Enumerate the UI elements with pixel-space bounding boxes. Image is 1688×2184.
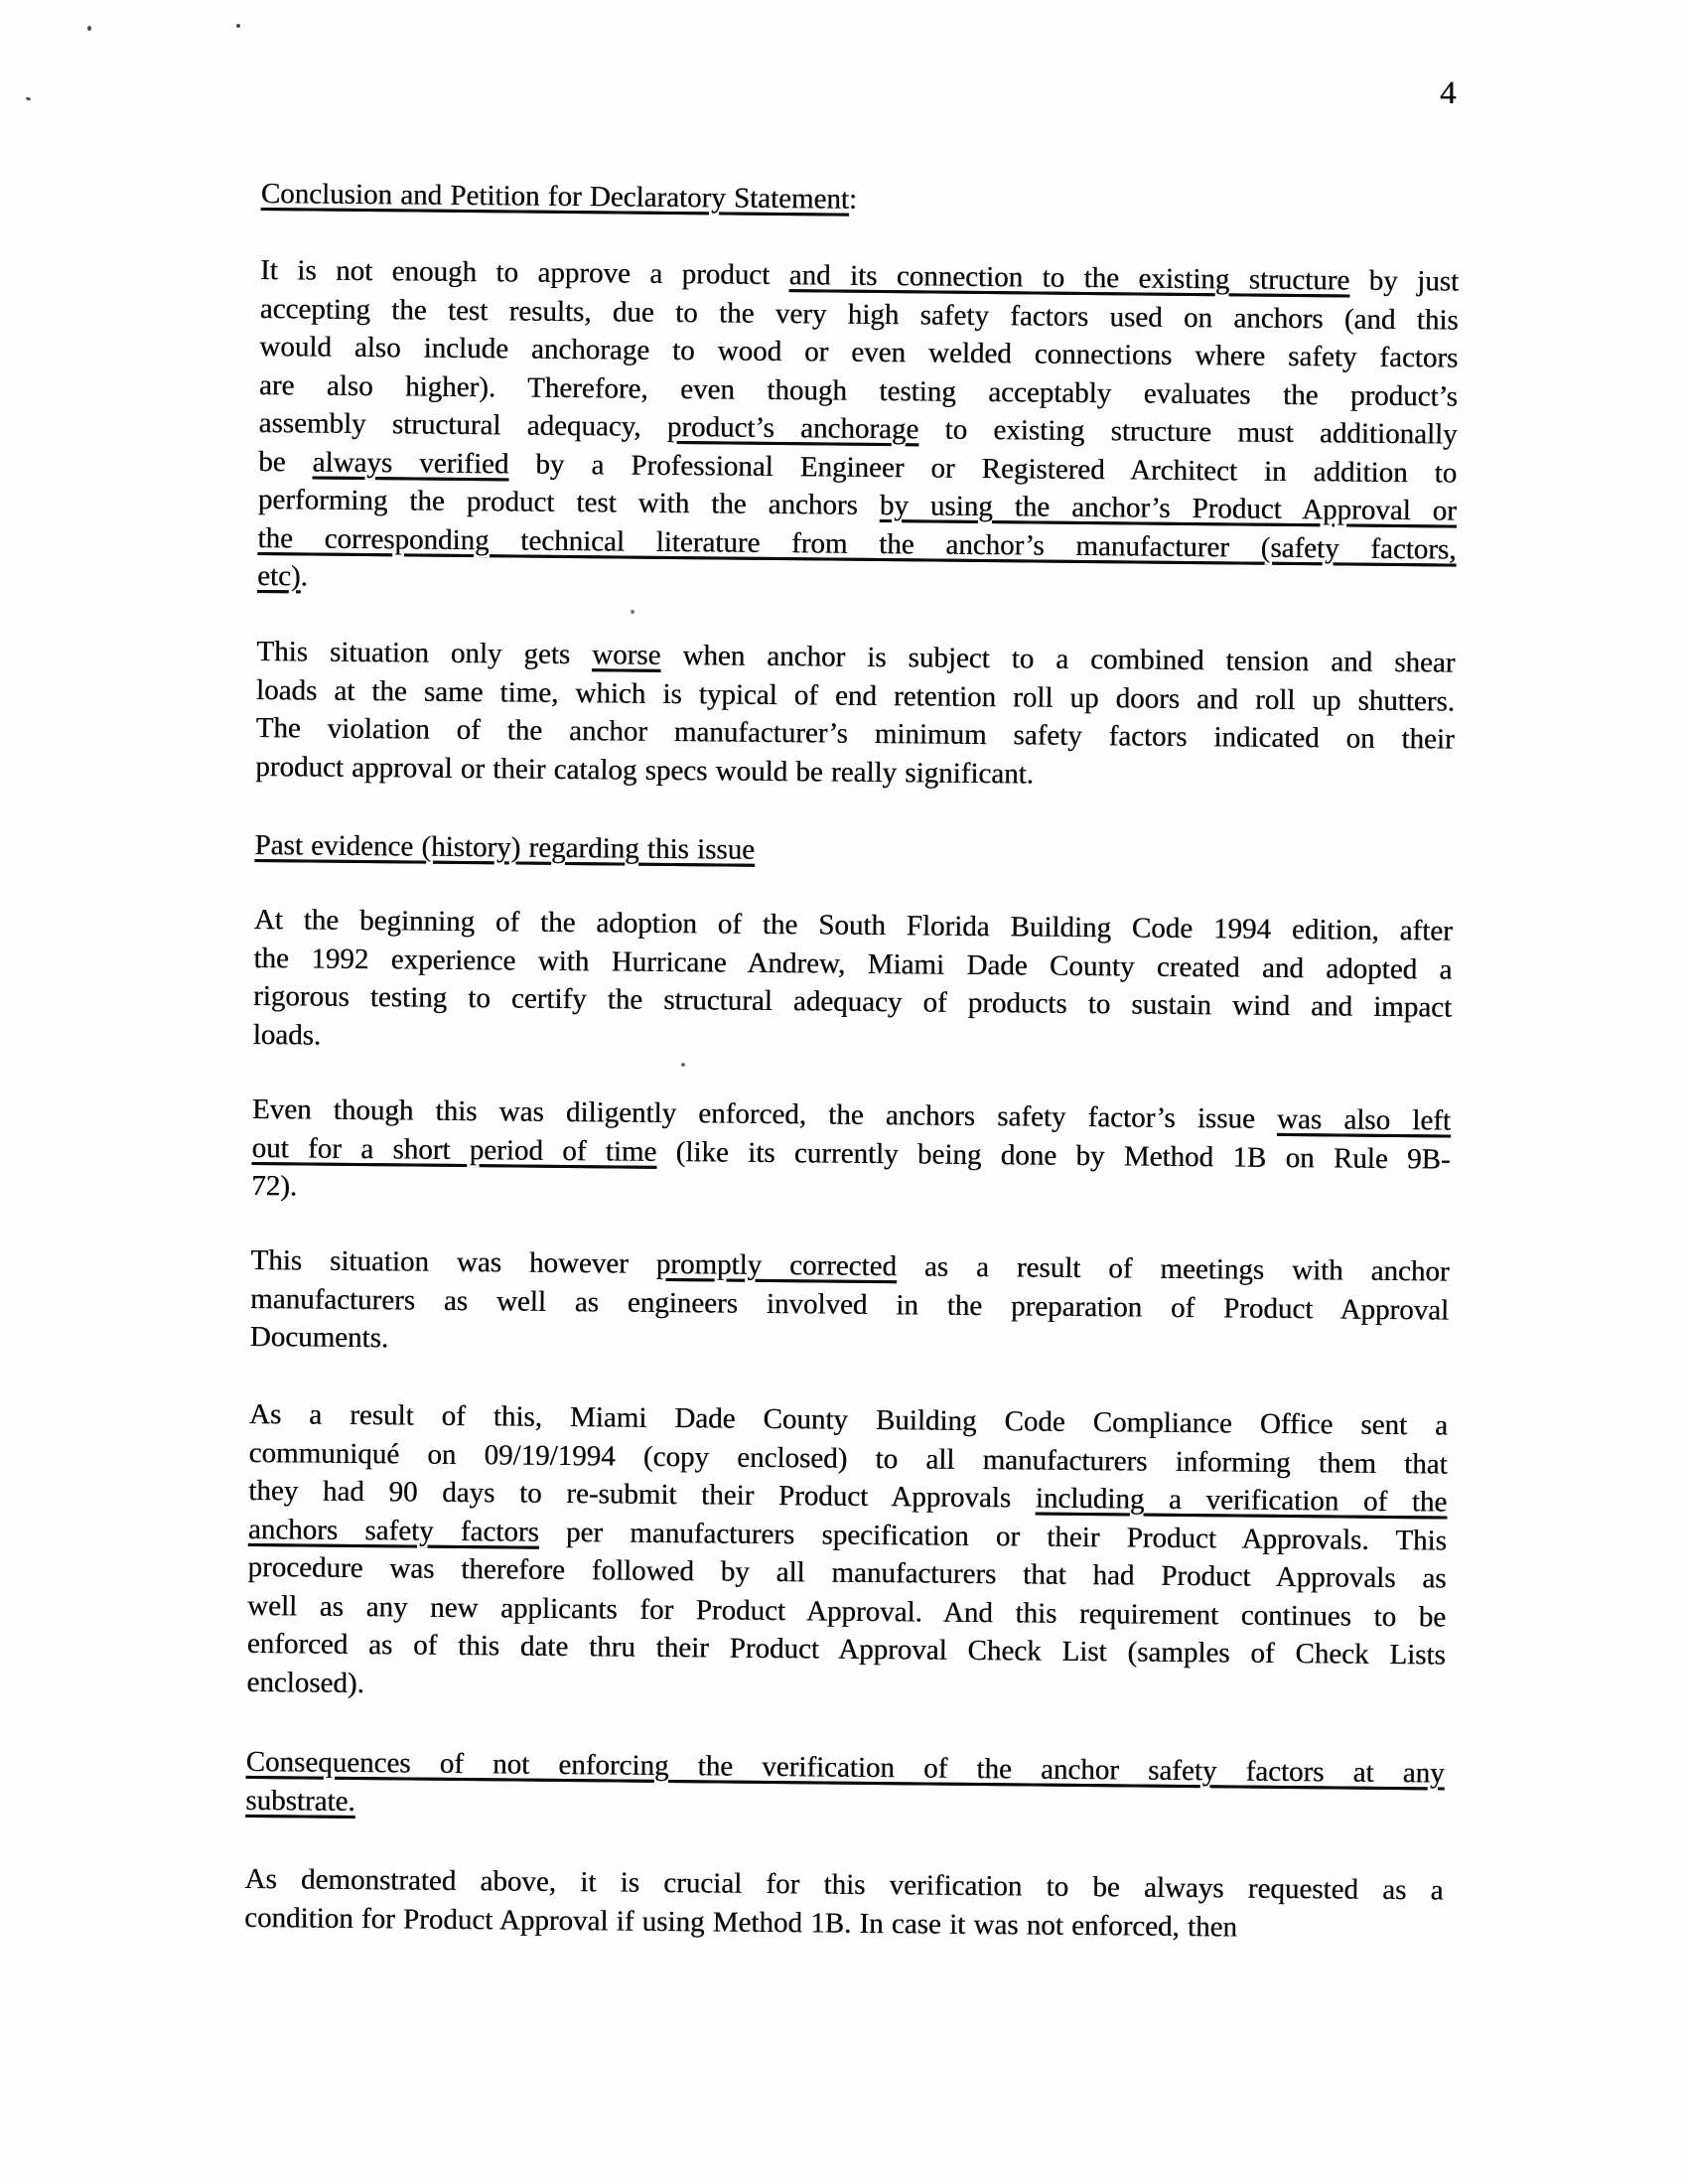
text-segment: It is not enough to approve a product: [259, 253, 789, 292]
paragraph-p4: [251, 1091, 1451, 1217]
text-segment: As a result of this, Miami Dade County Building Code Compliance Office sent a: [248, 1397, 1449, 1442]
underlined-text: etc): [256, 559, 301, 593]
text-segment: (like its currently being done by Method 1B on Rule 9B-: [656, 1135, 1451, 1176]
text-segment: .: [300, 560, 308, 593]
text-segment: manufacturers as well as engineers involved in the preparation of Product Approval: [249, 1282, 1450, 1327]
underlined-text: including a verification of the: [1035, 1482, 1448, 1519]
underlined-text: worse: [592, 639, 661, 671]
scan-artifact-dot: [87, 26, 91, 31]
text-segment: accepting the test results, due to the very high safety factors used on anchors (and this: [259, 292, 1459, 337]
paragraph-p3: [253, 901, 1453, 1066]
underlined-text: anchors safety factors: [247, 1513, 539, 1548]
text-segment: loads at the same time, which is typical of end retention roll up doors and roll up shutters.: [255, 673, 1456, 718]
underlined-text: by using the anchor’s Product Approval or: [879, 489, 1457, 527]
text-segment: communiqué on 09/19/1994 (copy enclosed) to all manufacturers informing them that: [248, 1436, 1448, 1481]
text-segment: loads.: [252, 1018, 322, 1052]
paragraph-p6: [246, 1395, 1448, 1713]
text-line: [261, 175, 1460, 224]
text-segment: per manufacturers specification or their Product Approvals. This: [538, 1516, 1448, 1557]
underlined-text: substrate.: [245, 1784, 355, 1818]
paragraph-p5: [250, 1241, 1450, 1368]
paragraph-p2: [255, 633, 1455, 798]
scan-artifact-dot: [236, 24, 240, 28]
underlined-text: Consequences of not enforcing the verification of the anchor safety factors at any: [245, 1745, 1445, 1790]
text-segment: be: [258, 445, 313, 479]
text-segment: The violation of the anchor manufacturer’s minimum safety factors indicated on their: [255, 711, 1455, 756]
underlined-text: was also left: [1276, 1102, 1452, 1137]
text-segment: As demonstrated above, it is crucial for this verification to be always requested as a: [244, 1862, 1444, 1907]
text-segment: This situation was however: [250, 1243, 656, 1280]
scan-artifact-dot: [26, 96, 32, 101]
text-segment: when anchor is subject to a combined tension and shear: [660, 639, 1456, 679]
page-number: 4: [1440, 75, 1457, 111]
underlined-text: the corresponding technical literature from the anchor’s manufacturer (safety factors,: [257, 521, 1457, 566]
underlined-text: product’s anchorage: [666, 410, 919, 446]
text-segment: the 1992 experience with Hurricane Andrew, Miami Dade County created and adopted a: [253, 942, 1453, 986]
text-segment: Documents.: [249, 1320, 389, 1355]
text-segment: This situation only gets: [256, 635, 593, 671]
text-segment: 72).: [251, 1169, 298, 1203]
underlined-text: and its connection to the existing structure: [788, 259, 1350, 297]
text-segment: by just: [1349, 264, 1460, 298]
underlined-text: promptly corrected: [655, 1247, 898, 1283]
text-segment: they had 90 days to re-submit their Product Approvals: [248, 1474, 1036, 1515]
underlined-text: Conclusion and Petition for Declaratory Statement: [260, 177, 850, 216]
text-segment: by a Professional Engineer or Registered Architect in addition to: [508, 447, 1458, 490]
text-segment: as a result of meetings with anchor: [896, 1250, 1450, 1288]
text-segment: well as any new applicants for Product Approval. And this requirement continues to be: [247, 1589, 1447, 1634]
section-heading-h3: [245, 1743, 1445, 1831]
text-segment: to existing structure must additionally: [918, 413, 1458, 451]
document-body: [243, 175, 1460, 2073]
paragraph-p1: [257, 251, 1459, 607]
text-segment: enforced as of this date thru their Product Approval Check List (samples of Check Lists: [246, 1627, 1446, 1672]
text-segment: assembly structural adequacy,: [258, 406, 667, 443]
underlined-text: always verified: [312, 446, 509, 480]
section-heading-h2: [254, 826, 1453, 876]
underlined-text: out for a short period of time: [251, 1131, 657, 1168]
text-segment: are also higher). Therefore, even though testing acceptably evaluates the product’s: [258, 368, 1459, 413]
text-segment: condition for Product Approval if using Method 1B. In case it was not enforced, then: [244, 1901, 1238, 1944]
text-segment: Even though this was diligently enforced, the anchors safety factor’s issue: [251, 1092, 1278, 1135]
text-segment: At the beginning of the adoption of the South Florida Building Code 1994 edition, after: [253, 903, 1453, 947]
text-segment: rigorous testing to certify the structural adequacy of products to sustain wind and impact: [252, 979, 1453, 1024]
paragraph-p7: [244, 1860, 1444, 1949]
underlined-text: Past evidence (history) regarding this issue: [254, 828, 756, 866]
text-segment: performing the product test with the anchors: [257, 483, 881, 521]
text-segment: would also include anchorage to wood or even welded connections where safety factors: [259, 330, 1459, 374]
text-segment: product approval or their catalog specs would be really significant.: [255, 750, 1035, 790]
text-segment: procedure was therefore followed by all manufacturers that had Product Approvals as: [247, 1550, 1447, 1595]
text-line: [254, 826, 1453, 876]
section-heading-h1: [261, 175, 1460, 224]
text-segment: enclosed).: [246, 1666, 364, 1699]
text-segment: :: [848, 183, 858, 216]
